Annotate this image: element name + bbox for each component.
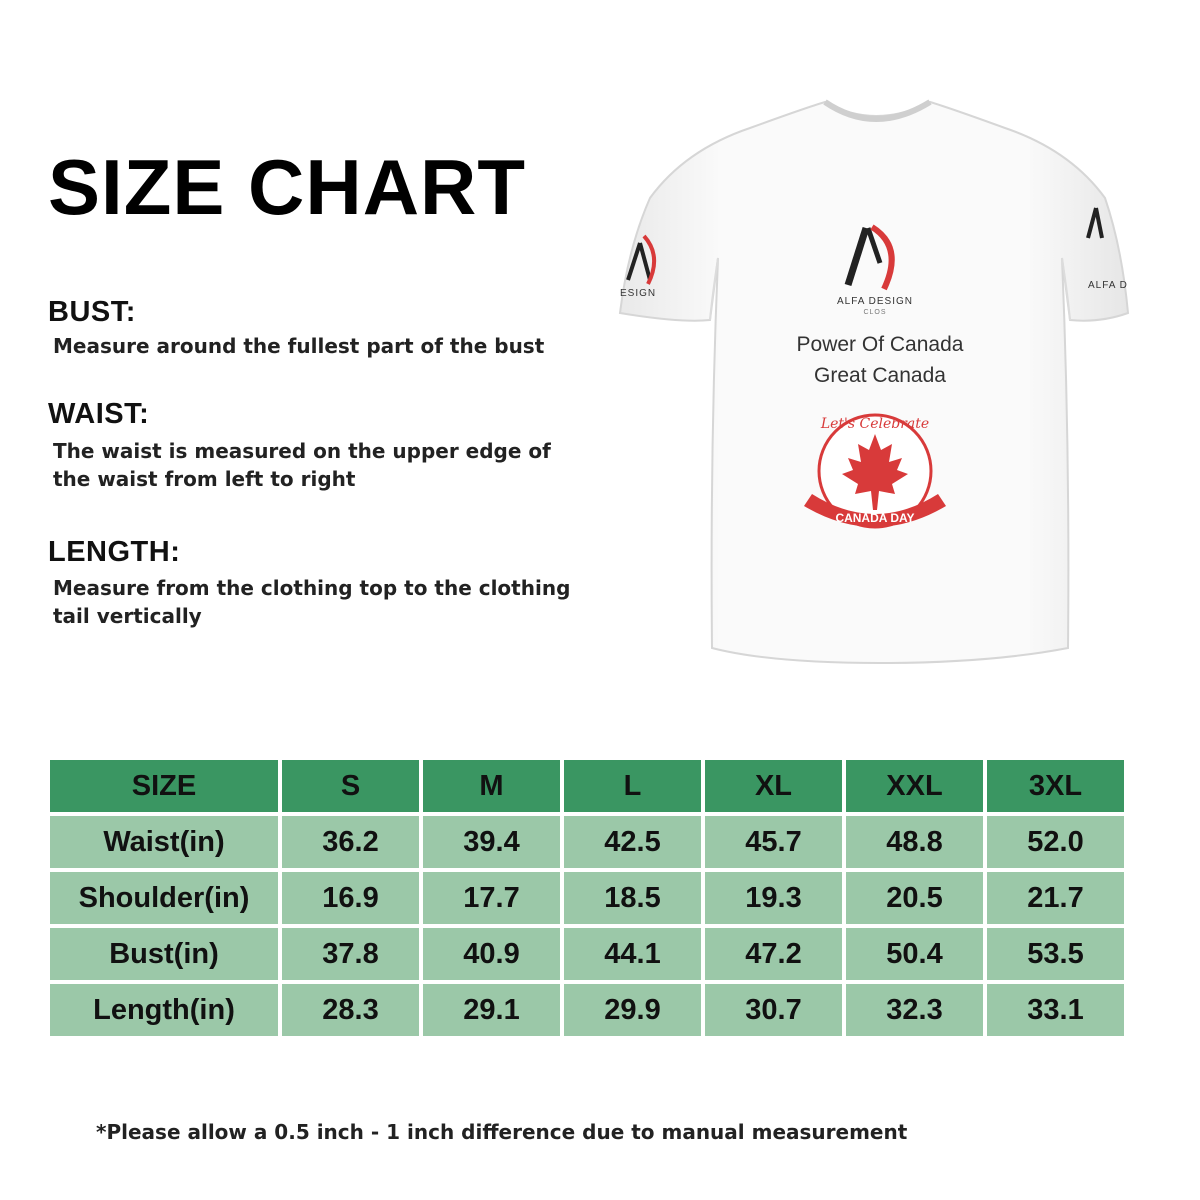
table-header-row — [50, 760, 1124, 812]
tshirt-illustration — [600, 88, 1160, 678]
shirt-text-line: Great Canada — [814, 364, 946, 387]
badge-ribbon-text: CANADA DAY — [835, 511, 915, 525]
length-description-line: Measure from the clothing top to the clothing — [53, 576, 571, 600]
table-row — [50, 872, 1124, 924]
waist-description-line: the waist from left to right — [53, 467, 356, 491]
brand-name: ALFA DESIGN — [836, 296, 914, 307]
table-cell: 39.4 — [423, 816, 560, 868]
table-header-cell: SIZE — [50, 760, 278, 812]
canada-day-badge — [800, 406, 950, 536]
waist-description-line: The waist is measured on the upper edge of — [53, 439, 551, 463]
table-header-cell: XL — [705, 760, 842, 812]
row-label: Length(in) — [50, 984, 278, 1036]
table-cell: 44.1 — [564, 928, 701, 980]
alfa-design-logo — [818, 223, 928, 293]
table-row — [50, 816, 1124, 868]
table-row — [50, 928, 1124, 980]
table-header-cell: XXL — [846, 760, 983, 812]
badge-script-text: Let's Celebrate — [820, 416, 930, 432]
table-cell: 30.7 — [705, 984, 842, 1036]
row-label: Shoulder(in) — [50, 872, 278, 924]
table-cell: 37.8 — [282, 928, 419, 980]
length-description-line: tail vertically — [53, 604, 202, 628]
table-cell: 29.9 — [564, 984, 701, 1036]
table-cell: 48.8 — [846, 816, 983, 868]
table-cell: 19.3 — [705, 872, 842, 924]
row-label: Waist(in) — [50, 816, 278, 868]
length-heading: LENGTH: — [48, 536, 181, 568]
table-cell: 33.1 — [987, 984, 1124, 1036]
table-cell: 20.5 — [846, 872, 983, 924]
table-cell: 47.2 — [705, 928, 842, 980]
table-cell: 29.1 — [423, 984, 560, 1036]
size-table — [46, 756, 1128, 1040]
brand-subtitle: CLOS — [863, 309, 887, 316]
table-cell: 32.3 — [846, 984, 983, 1036]
row-label: Bust(in) — [50, 928, 278, 980]
table-cell: 21.7 — [987, 872, 1124, 924]
table-header-cell: S — [282, 760, 419, 812]
table-row — [50, 984, 1124, 1036]
length-description — [53, 574, 613, 630]
table-cell: 28.3 — [282, 984, 419, 1036]
bust-description: Measure around the fullest part of the bust — [53, 334, 545, 358]
table-cell: 18.5 — [564, 872, 701, 924]
waist-heading: WAIST: — [48, 398, 150, 430]
table-cell: 52.0 — [987, 816, 1124, 868]
table-cell: 17.7 — [423, 872, 560, 924]
table-cell: 16.9 — [282, 872, 419, 924]
waist-description — [53, 437, 613, 493]
table-cell: 45.7 — [705, 816, 842, 868]
sleeve-left-text: ESIGN — [620, 288, 657, 299]
shirt-text-line: Power Of Canada — [796, 333, 964, 356]
sleeve-right-text: ALFA D — [1088, 280, 1128, 291]
table-cell: 40.9 — [423, 928, 560, 980]
table-cell: 36.2 — [282, 816, 419, 868]
table-header-cell: M — [423, 760, 560, 812]
measurement-note: *Please allow a 0.5 inch - 1 inch difference due to manual measurement — [96, 1120, 908, 1144]
table-cell: 53.5 — [987, 928, 1124, 980]
table-cell: 50.4 — [846, 928, 983, 980]
table-header-cell: L — [564, 760, 701, 812]
table-header-cell: 3XL — [987, 760, 1124, 812]
page-title: SIZE CHART — [48, 143, 526, 231]
bust-heading: BUST: — [48, 296, 136, 328]
table-cell: 42.5 — [564, 816, 701, 868]
